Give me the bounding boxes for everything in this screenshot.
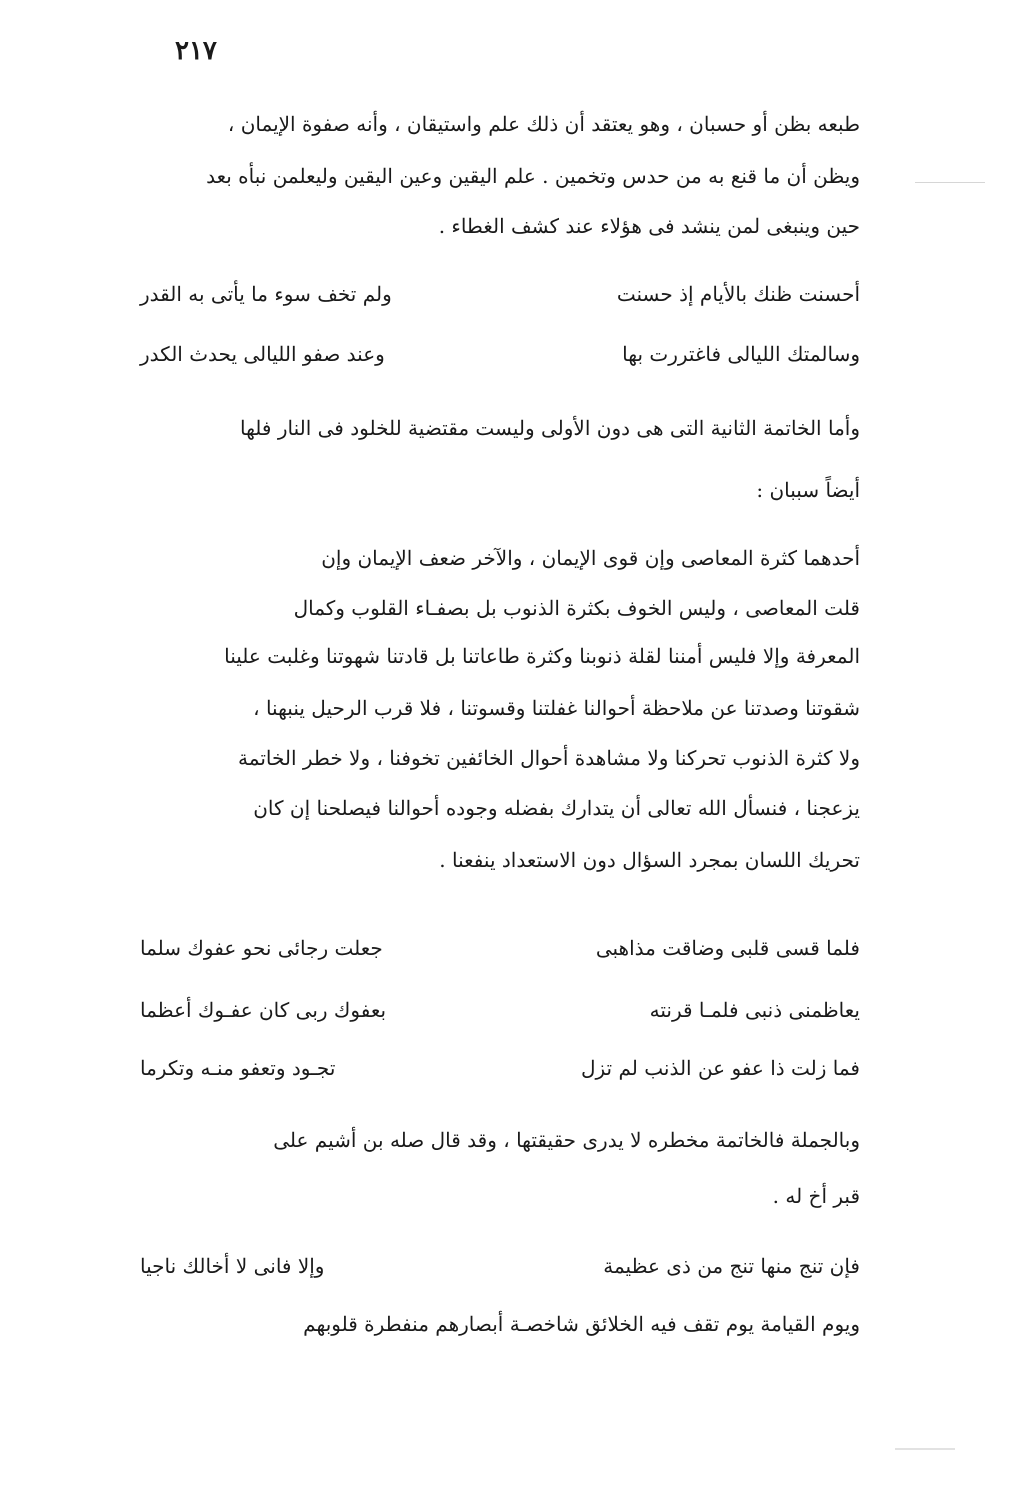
paragraph-1 xyxy=(140,112,860,252)
verse-second-hemistich: ولم تخف سوء ما يأتى به القدر xyxy=(140,282,392,306)
verse-second-hemistich: وعند صفو الليالى يحدث الكدر xyxy=(140,342,385,366)
verse-line xyxy=(140,936,860,966)
page-number: ٢١٧ xyxy=(175,36,217,66)
verse-line xyxy=(140,282,860,312)
paragraph-3 xyxy=(140,546,860,886)
verse-first-hemistich: فلما قسى قلبى وضاقت مذاهبى xyxy=(595,936,860,960)
text-line: تحريك اللسان بمجرد السؤال دون الاستعداد ينفعنا . xyxy=(439,848,860,872)
text-line: أيضاً سببان : xyxy=(756,478,860,502)
text-line: حين وينبغى لمن ينشد فى هؤلاء عند كشف الغطاء . xyxy=(438,214,860,238)
paragraph-2 xyxy=(140,416,860,506)
verse-first-hemistich: أحسنت ظنك بالأيام إذ حسنت xyxy=(616,282,860,306)
text-line: ويوم القيامة يوم تقف فيه الخلائق شاخصـة أبصارهم منفطرة قلوبهم xyxy=(303,1312,860,1336)
verse-second-hemistich: تجـود وتعفو منـه وتكرما xyxy=(140,1056,336,1080)
text-line: وأما الخاتمة الثانية التى هى دون الأولى وليست مقتضية للخلود فى النار فلها xyxy=(239,416,860,440)
verse-first-hemistich: وسالمتك الليالى فاغتررت بها xyxy=(622,342,860,366)
scan-mark xyxy=(915,182,985,183)
paragraph-4 xyxy=(140,1128,860,1218)
verse-first-hemistich: فما زلت ذا عفو عن الذنب لم تزل xyxy=(580,1056,860,1080)
text-line: أحدهما كثرة المعاصى وإن قوى الإيمان ، والآخر ضعف الإيمان وإن xyxy=(321,546,860,570)
verse-line xyxy=(140,1056,860,1086)
text-line: يزعجنا ، فنسأل الله تعالى أن يتدارك بفضله وجوده أحوالنا فيصلحنا إن كان xyxy=(253,796,860,820)
verse-line xyxy=(140,342,860,372)
text-line: قلت المعاصى ، وليس الخوف بكثرة الذنوب بل بصفـاء القلوب وكمال xyxy=(293,596,860,620)
verse-second-hemistich: جعلت رجائى نحو عفوك سلما xyxy=(140,936,383,960)
verse-second-hemistich: وإلا فانى لا أخالك ناجيا xyxy=(140,1254,325,1278)
verse-line xyxy=(140,1254,860,1284)
text-line: ويظن أن ما قنع به من حدس وتخمين . علم اليقين وعين اليقين وليعلمن نبأه بعد xyxy=(206,164,860,188)
verse-first-hemistich: يعاظمنى ذنبى فلمـا قرنته xyxy=(649,998,860,1022)
verse-line xyxy=(140,998,860,1028)
text-line: وبالجملة فالخاتمة مخطره لا يدرى حقيقتها ، وقد قال صله بن أشيم على xyxy=(273,1128,860,1152)
verse-second-hemistich: بعفوك ربى كان عفـوك أعظما xyxy=(140,998,387,1022)
verse-first-hemistich: فإن تنج منها تنج من ذى عظيمة xyxy=(603,1254,860,1278)
text-line: قبر أخ له . xyxy=(772,1184,860,1208)
text-line: شقوتنا وصدتنا عن ملاحظة أحوالنا غفلتنا وقسوتنا ، فلا قرب الرحيل ينبهنا ، xyxy=(253,696,860,720)
text-line: طبعه بظن أو حسبان ، وهو يعتقد أن ذلك علم واستيقان ، وأنه صفوة الإيمان ، xyxy=(227,112,860,136)
text-line: المعرفة وإلا فليس أمننا لقلة ذنوبنا وكثرة طاعاتنا بل قادتنا شهوتنا وغلبت علينا xyxy=(224,644,860,668)
closing-line xyxy=(140,1312,860,1346)
scan-mark xyxy=(895,1448,955,1450)
text-line: ولا كثرة الذنوب تحركنا ولا مشاهدة أحوال الخائفين تخوفنا ، ولا خطر الخاتمة xyxy=(238,746,860,770)
